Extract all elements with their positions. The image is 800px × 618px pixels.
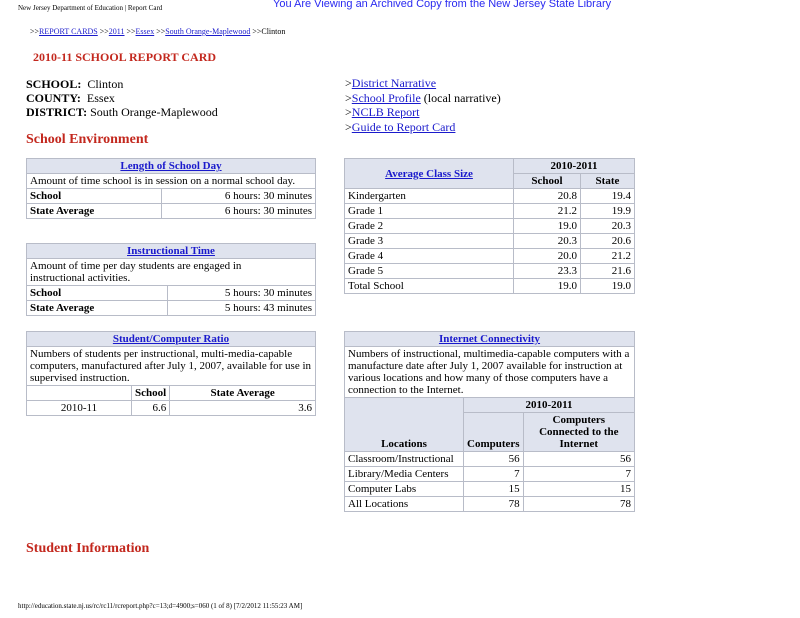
grade-label: Grade 2 [345, 219, 514, 234]
state-value: 21.6 [580, 264, 634, 279]
computers-value: 15 [464, 482, 524, 497]
row-value: 6 hours: 30 minutes [162, 189, 316, 204]
row-value: 5 hours: 43 minutes [168, 301, 316, 316]
grade-label: Grade 3 [345, 234, 514, 249]
report-title: 2010-11 SCHOOL REPORT CARD [33, 50, 217, 64]
student-computer-table [26, 331, 316, 416]
school-value: 20.0 [514, 249, 581, 264]
internet-year: 2010-2011 [464, 398, 635, 413]
district-narrative-link[interactable]: District Narrative [351, 76, 437, 90]
county-name: Essex [86, 91, 115, 105]
state-value: 20.6 [580, 234, 634, 249]
length-of-day-title[interactable]: Length of School Day [120, 160, 222, 172]
computers-value: 56 [464, 452, 524, 467]
location-label: All Locations [345, 497, 464, 512]
grade-label: Grade 1 [345, 204, 514, 219]
school-value: 19.0 [514, 279, 581, 294]
row-label: State Average [27, 301, 168, 316]
col-locations: Locations [345, 398, 464, 452]
instructional-time-desc: Amount of time per day students are engaged in instructional activities. [27, 259, 316, 286]
school-label: SCHOOL: [26, 77, 82, 91]
state-value: 20.3 [580, 219, 634, 234]
row-label: School [27, 189, 162, 204]
page-header-text: New Jersey Department of Education | Report Card [18, 4, 163, 12]
internet-title[interactable]: Internet Connectivity [438, 333, 541, 345]
school-ratio: 6.6 [132, 401, 170, 416]
school-value: 23.3 [514, 264, 581, 279]
school-info [26, 77, 218, 119]
school-value: 20.3 [514, 234, 581, 249]
footer-url: http://education.state.nj.us/rc/rc11/rcreport.php?c=13;d=4900;s=060 (1 of 8) [7/2/2012 11:55:23 AM] [18, 602, 303, 610]
instructional-time-table [26, 243, 316, 316]
col-computers: Computers [464, 413, 524, 452]
col-state: State [580, 174, 634, 189]
computers-value: 78 [464, 497, 524, 512]
county-label: COUNTY: [26, 91, 81, 105]
archive-notice: You Are Viewing an Archived Copy from the New Jersey State Library [273, 0, 612, 10]
nclb-report-link[interactable]: NCLB Report [351, 105, 420, 119]
link-suffix: (local narrative) [420, 90, 501, 105]
class-size-title[interactable]: Average Class Size [385, 167, 473, 180]
district-label: DISTRICT: [26, 105, 88, 119]
instructional-time-title[interactable]: Instructional Time [127, 245, 215, 257]
school-name: Clinton [87, 77, 124, 91]
guide-link[interactable]: Guide to Report Card [351, 119, 456, 134]
side-links: >District Narrative >School Profile (local narrative) >NCLB Report >Guide to Report Card [345, 76, 501, 134]
col-school: School [514, 174, 581, 189]
state-ratio: 3.6 [170, 401, 316, 416]
connected-value: 78 [523, 497, 634, 512]
student-computer-title[interactable]: Student/Computer Ratio [112, 333, 230, 345]
student-information-heading: Student Information [26, 541, 150, 556]
location-label: Computer Labs [345, 482, 464, 497]
school-value: 21.2 [514, 204, 581, 219]
class-size-table [344, 158, 635, 294]
blank-header [27, 386, 132, 401]
internet-table [344, 331, 635, 512]
school-value: 20.8 [514, 189, 581, 204]
grade-label: Kindergarten [345, 189, 514, 204]
row-label: School [27, 286, 168, 301]
state-value: 19.4 [580, 189, 634, 204]
row-value: 6 hours: 30 minutes [162, 204, 316, 219]
length-of-day-table [26, 158, 316, 219]
computers-value: 7 [464, 467, 524, 482]
location-label: Classroom/Instructional [345, 452, 464, 467]
class-size-year: 2010-2011 [514, 159, 635, 174]
district-name: South Orange-Maplewood [90, 105, 218, 119]
grade-label: Total School [345, 279, 514, 294]
breadcrumb-report-cards[interactable]: REPORT CARDS [39, 27, 98, 36]
student-computer-desc: Numbers of students per instructional, multi-media-capable computers, manufactured after July 1, 2007, available for use in supervised instruction. [27, 347, 316, 386]
breadcrumb-district[interactable]: South Orange-Maplewood [165, 27, 251, 36]
row-label: State Average [27, 204, 162, 219]
connected-value: 56 [523, 452, 634, 467]
connected-value: 7 [523, 467, 634, 482]
school-profile-link[interactable]: School Profile [351, 90, 421, 105]
length-of-day-desc: Amount of time school is in session on a normal school day. [27, 174, 316, 189]
school-value: 19.0 [514, 219, 581, 234]
row-value: 5 hours: 30 minutes [168, 286, 316, 301]
breadcrumb: >>REPORT CARDS >>2011 >>Essex >>South Orange-Maplewood >>Clinton [30, 27, 286, 36]
connected-value: 15 [523, 482, 634, 497]
grade-label: Grade 4 [345, 249, 514, 264]
breadcrumb-year[interactable]: 2011 [108, 27, 125, 36]
breadcrumb-county[interactable]: Essex [135, 27, 155, 36]
state-value: 19.9 [580, 204, 634, 219]
col-connected: Computers Connected to the Internet [523, 413, 634, 452]
grade-label: Grade 5 [345, 264, 514, 279]
breadcrumb-current: Clinton [261, 27, 286, 36]
state-value: 21.2 [580, 249, 634, 264]
year-cell: 2010-11 [27, 401, 132, 416]
col-school: School [132, 386, 170, 401]
col-state-average: State Average [170, 386, 316, 401]
state-value: 19.0 [580, 279, 634, 294]
school-environment-heading: School Environment [26, 132, 149, 147]
internet-desc: Numbers of instructional, multimedia-capable computers with a manufacture date after July 1, 2007 available for instruction at various locations and how many of those computers have a connection to the Internet. [345, 347, 635, 398]
location-label: Library/Media Centers [345, 467, 464, 482]
